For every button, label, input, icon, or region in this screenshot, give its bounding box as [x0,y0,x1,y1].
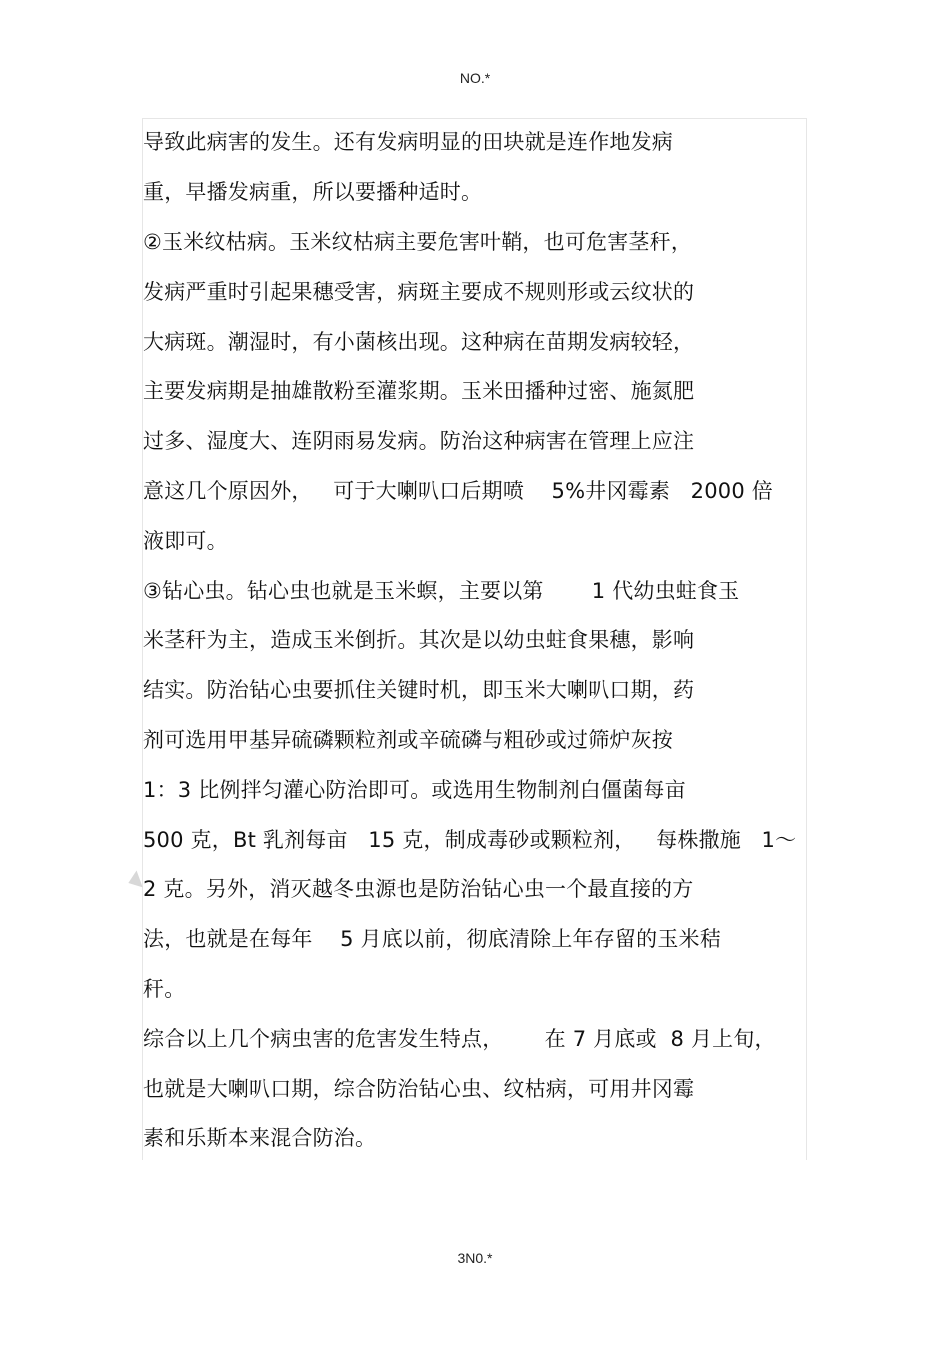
body-line: 过多、湿度大、连阴雨易发病。防治这种病害在管理上应注 [143,429,695,453]
body-line: 液即可。 [143,529,228,553]
body-line: 也就是大喇叭口期，综合防治钻心虫、纹枯病，可用井冈霉 [143,1077,695,1101]
body-line: 导致此病害的发生。还有发病明显的田块就是连作地发病 [143,130,673,154]
body-line: 重，早播发病重，所以要播种适时。 [143,180,483,204]
body-line: 2 克。另外，消灭越冬虫源也是防治钻心虫一个最直接的方 [143,877,694,901]
body-line: 素和乐斯本来混合防治。 [143,1126,377,1150]
body-line: ③钻心虫。钻心虫也就是玉米螟，主要以第 1 代幼虫蛀食玉 [143,579,740,603]
body-line: 大病斑。潮湿时，有小菌核出现。这种病在苗期发病较轻， [143,330,695,354]
body-line: 秆。 [143,977,186,1001]
body-line: 意这几个原因外， 可于大喇叭口后期喷 5%井冈霉素 2000 倍 [143,479,773,503]
body-line: 剂可选用甲基异硫磷颗粒剂或辛硫磷与粗砂或过筛炉灰按 [143,728,673,752]
page-header: NO.* [459,70,491,86]
body-line: 主要发病期是抽雄散粉至灌浆期。玉米田播种过密、施氮肥 [143,379,695,403]
body-line: 1：3 比例拌匀灌心防治即可。或选用生物制剂白僵菌每亩 [143,778,686,802]
body-line: 法，也就是在每年 5 月底以前，彻底清除上年存留的玉米秸 [143,927,721,951]
margin-marker [125,870,142,891]
body-line: 结实。防治钻心虫要抓住关键时机，即玉米大喇叭口期，药 [143,678,695,702]
body-line: 500 克，Bt 乳剂每亩 15 克，制成毒砂或颗粒剂， 每株撒施 1～ [143,828,797,852]
body-line: 发病严重时引起果穗受害，病斑主要成不规则形或云纹状的 [143,280,695,304]
page-footer: 3N0.* [457,1250,493,1266]
body-line: ②玉米纹枯病。玉米纹枯病主要危害叶鞘，也可危害茎秆， [143,230,693,254]
body-line: 综合以上几个病虫害的危害发生特点， 在 7 月底或 8 月上旬， [143,1027,776,1051]
body-line: 米茎秆为主，造成玉米倒折。其次是以幼虫蛀食果穗，影响 [143,628,695,652]
